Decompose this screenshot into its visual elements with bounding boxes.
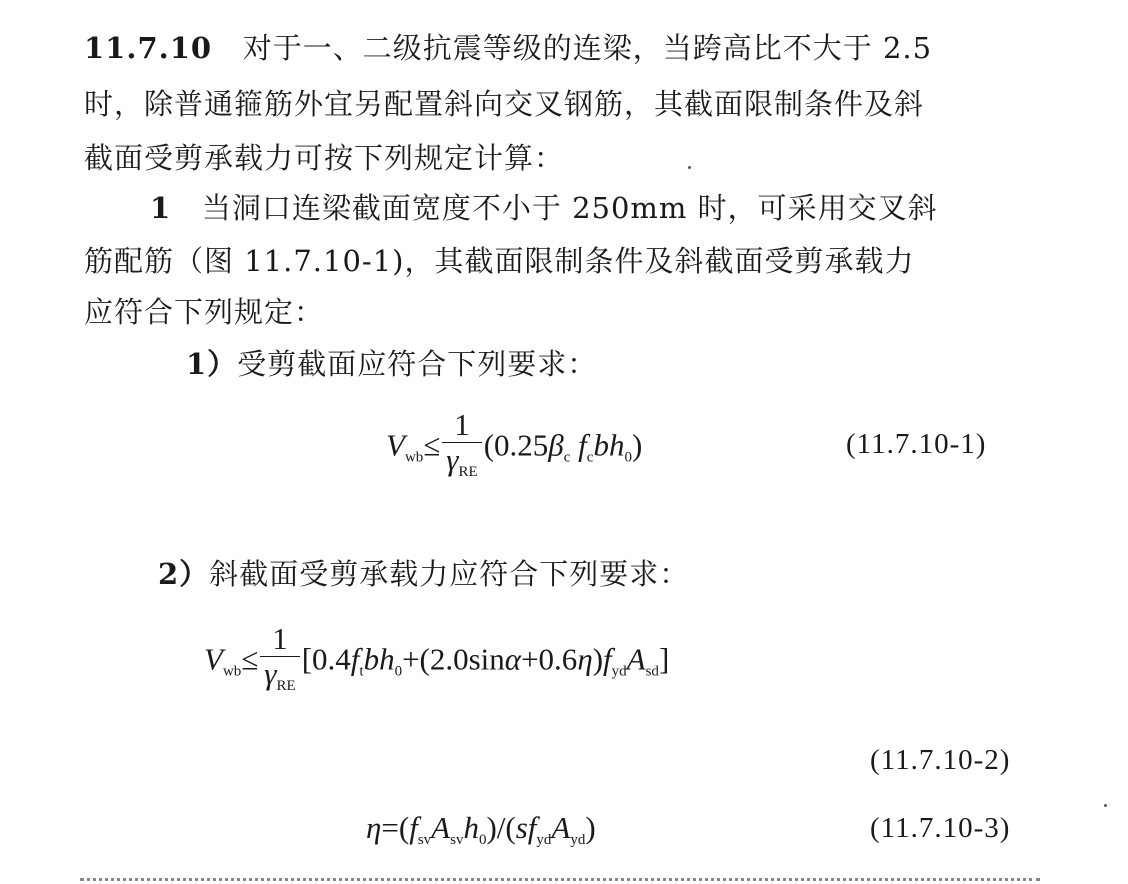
clause-text-1: 对于一、二级抗震等级的连梁，当跨高比不大于 2.5 — [242, 31, 933, 65]
equation-1-number: (11.7.10-1) — [846, 428, 987, 460]
item1-text-2: 筋配筋（图 11.7.10-1)，其截面限制条件及斜截面受剪承载力 — [84, 244, 915, 278]
clause-line-1 — [84, 30, 932, 66]
clause-text-2: 时，除普通箍筋外宜另配置斜向交叉钢筋，其截面限制条件及斜 — [84, 87, 925, 121]
sub1-line — [186, 346, 597, 382]
clause-line-2 — [84, 86, 924, 122]
item1-line-1 — [150, 190, 938, 226]
equation-3-number: (11.7.10-3) — [870, 812, 1011, 844]
equation-1: $V_{wb}\le$ $\frac{1}{\gamma_{RE}}$ ($0.25\beta_c$ $f_cbh_0$) — [386, 407, 643, 480]
speck — [688, 166, 691, 169]
clause-text-3: 截面受剪承载力可按下列规定计算： — [84, 141, 565, 175]
equation-3: $\eta=(f_{sv}A_{sv}h_0)/(sf_{yd}A_{yd})$ — [366, 810, 596, 848]
item1-text-3: 应符合下列规定： — [84, 295, 325, 329]
sub2-label: 2） — [158, 557, 210, 591]
speck — [1104, 804, 1107, 807]
clause-number: 11.7.10 — [84, 31, 213, 65]
item1-text-1: 当洞口连梁截面宽度不小于 250mm 时，可采用交叉斜 — [201, 191, 938, 225]
sub2-text: 斜截面受剪承载力应符合下列要求： — [209, 557, 690, 591]
cut-off-text-edge — [80, 878, 1040, 881]
equation-2-number: (11.7.10-2) — [870, 744, 1011, 776]
sub2-line — [158, 556, 689, 592]
item1-line-2 — [84, 243, 914, 279]
sub1-label: 1） — [186, 347, 238, 381]
sub1-text: 受剪截面应符合下列要求： — [237, 347, 598, 381]
equation-2: $V_{wb}\le$ $\frac{1}{\gamma_{RE}}$ $[0.4f_tbh_0+(2.0\sin\alpha+0.6\eta)f_{yd}A_{sd}]$ — [204, 621, 670, 694]
clause-line-3 — [84, 140, 564, 176]
item1-number: 1 — [150, 191, 172, 225]
item1-line-3 — [84, 294, 324, 330]
